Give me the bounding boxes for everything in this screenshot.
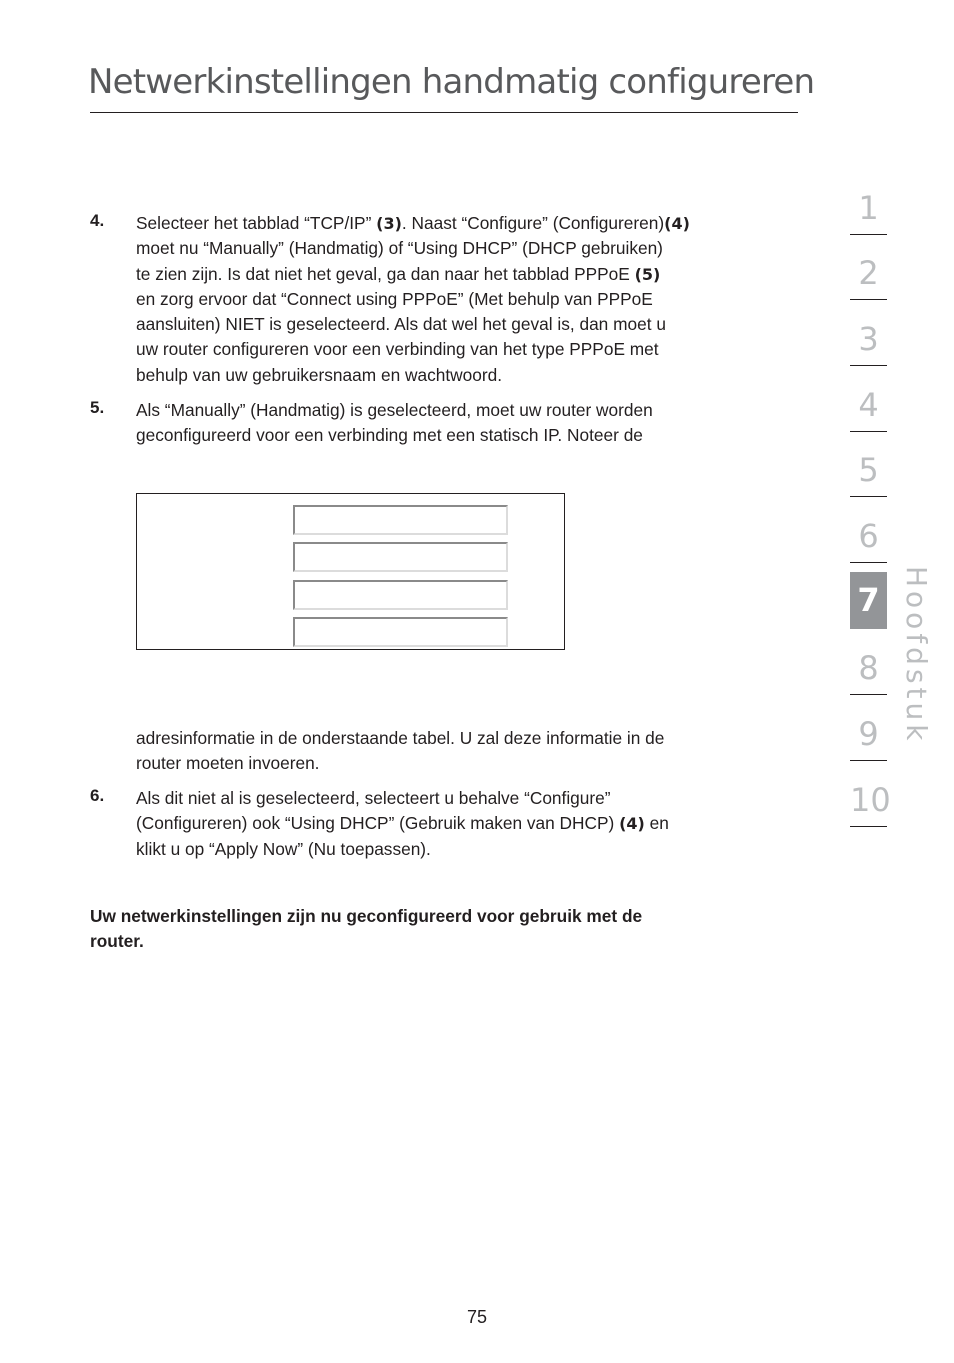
chapter-tab-5[interactable]: 5 — [850, 448, 887, 497]
chapter-label: Hoofdstuk — [900, 566, 933, 745]
form-row-name-server — [137, 615, 566, 647]
title-divider — [90, 112, 798, 113]
step-5-text: Als “Manually” (Handmatig) is geselecteerd, moet uw router worden geconfigureerd voor een verbinding met een statisch IP. Noteer de — [136, 400, 653, 446]
router-address-input[interactable] — [293, 580, 508, 610]
chapter-tab-8[interactable]: 8 — [850, 646, 887, 695]
step-number-5: 5. — [90, 398, 105, 417]
static-ip-form — [136, 493, 565, 650]
step-4-text: Selecteer het tabblad “TCP/IP” (3). Naast “Configure” (Configureren)(4) moet nu “Manually” (Handmatig) of “Using DHCP” (DHCP gebruiken) te zien zijn. Is dat niet het geval, ga dan naar het tabblad PPPoE (5) en zorg ervoor dat “Connect using PPPoE” (Met behulp van PPPoE aansluiten) NIET is geselecteerd. Als dat wel het geval is, dan moet u uw router configureren voor een verbinding van het type PPPoE met behulp van uw gebruikersnaam en wachtwoord. — [136, 213, 690, 385]
step-6-text: Als dit niet al is geselecteerd, selecteert u behalve “Configure” (Configureren) ook “Using DHCP” (Gebruik maken van DHCP) (4) en klikt u op “Apply Now” (Nu toepassen). — [136, 788, 669, 859]
step-number-6: 6. — [90, 786, 105, 805]
chapter-tab-4[interactable]: 4 — [850, 383, 887, 432]
chapter-tab-2[interactable]: 2 — [850, 251, 887, 300]
page-number: 75 — [466, 1307, 488, 1327]
ip-address-input[interactable] — [293, 505, 508, 535]
form-row-ip-address — [137, 503, 566, 535]
subnet-mask-input[interactable] — [293, 542, 508, 572]
name-server-address-input[interactable] — [293, 617, 508, 647]
chapter-tab-9[interactable]: 9 — [850, 712, 887, 761]
closing-note: Uw netwerkinstellingen zijn nu geconfigureerd voor gebruik met de router. — [90, 906, 643, 952]
chapter-tab-7-active[interactable]: 7 — [850, 572, 887, 629]
chapter-tab-1[interactable]: 1 — [850, 186, 887, 235]
chapter-tab-6[interactable]: 6 — [850, 514, 887, 563]
chapter-tab-10[interactable]: 10 — [850, 778, 887, 827]
chapter-tab-3[interactable]: 3 — [850, 317, 887, 366]
form-row-subnet-mask — [137, 540, 566, 572]
form-row-router-address — [137, 578, 566, 610]
step-number-4: 4. — [90, 211, 105, 230]
page-title: Netwerkinstellingen handmatig configureren — [88, 62, 815, 102]
step-5-continuation: adresinformatie in de onderstaande tabel. U zal deze informatie in de router moeten invoeren. — [136, 728, 665, 774]
